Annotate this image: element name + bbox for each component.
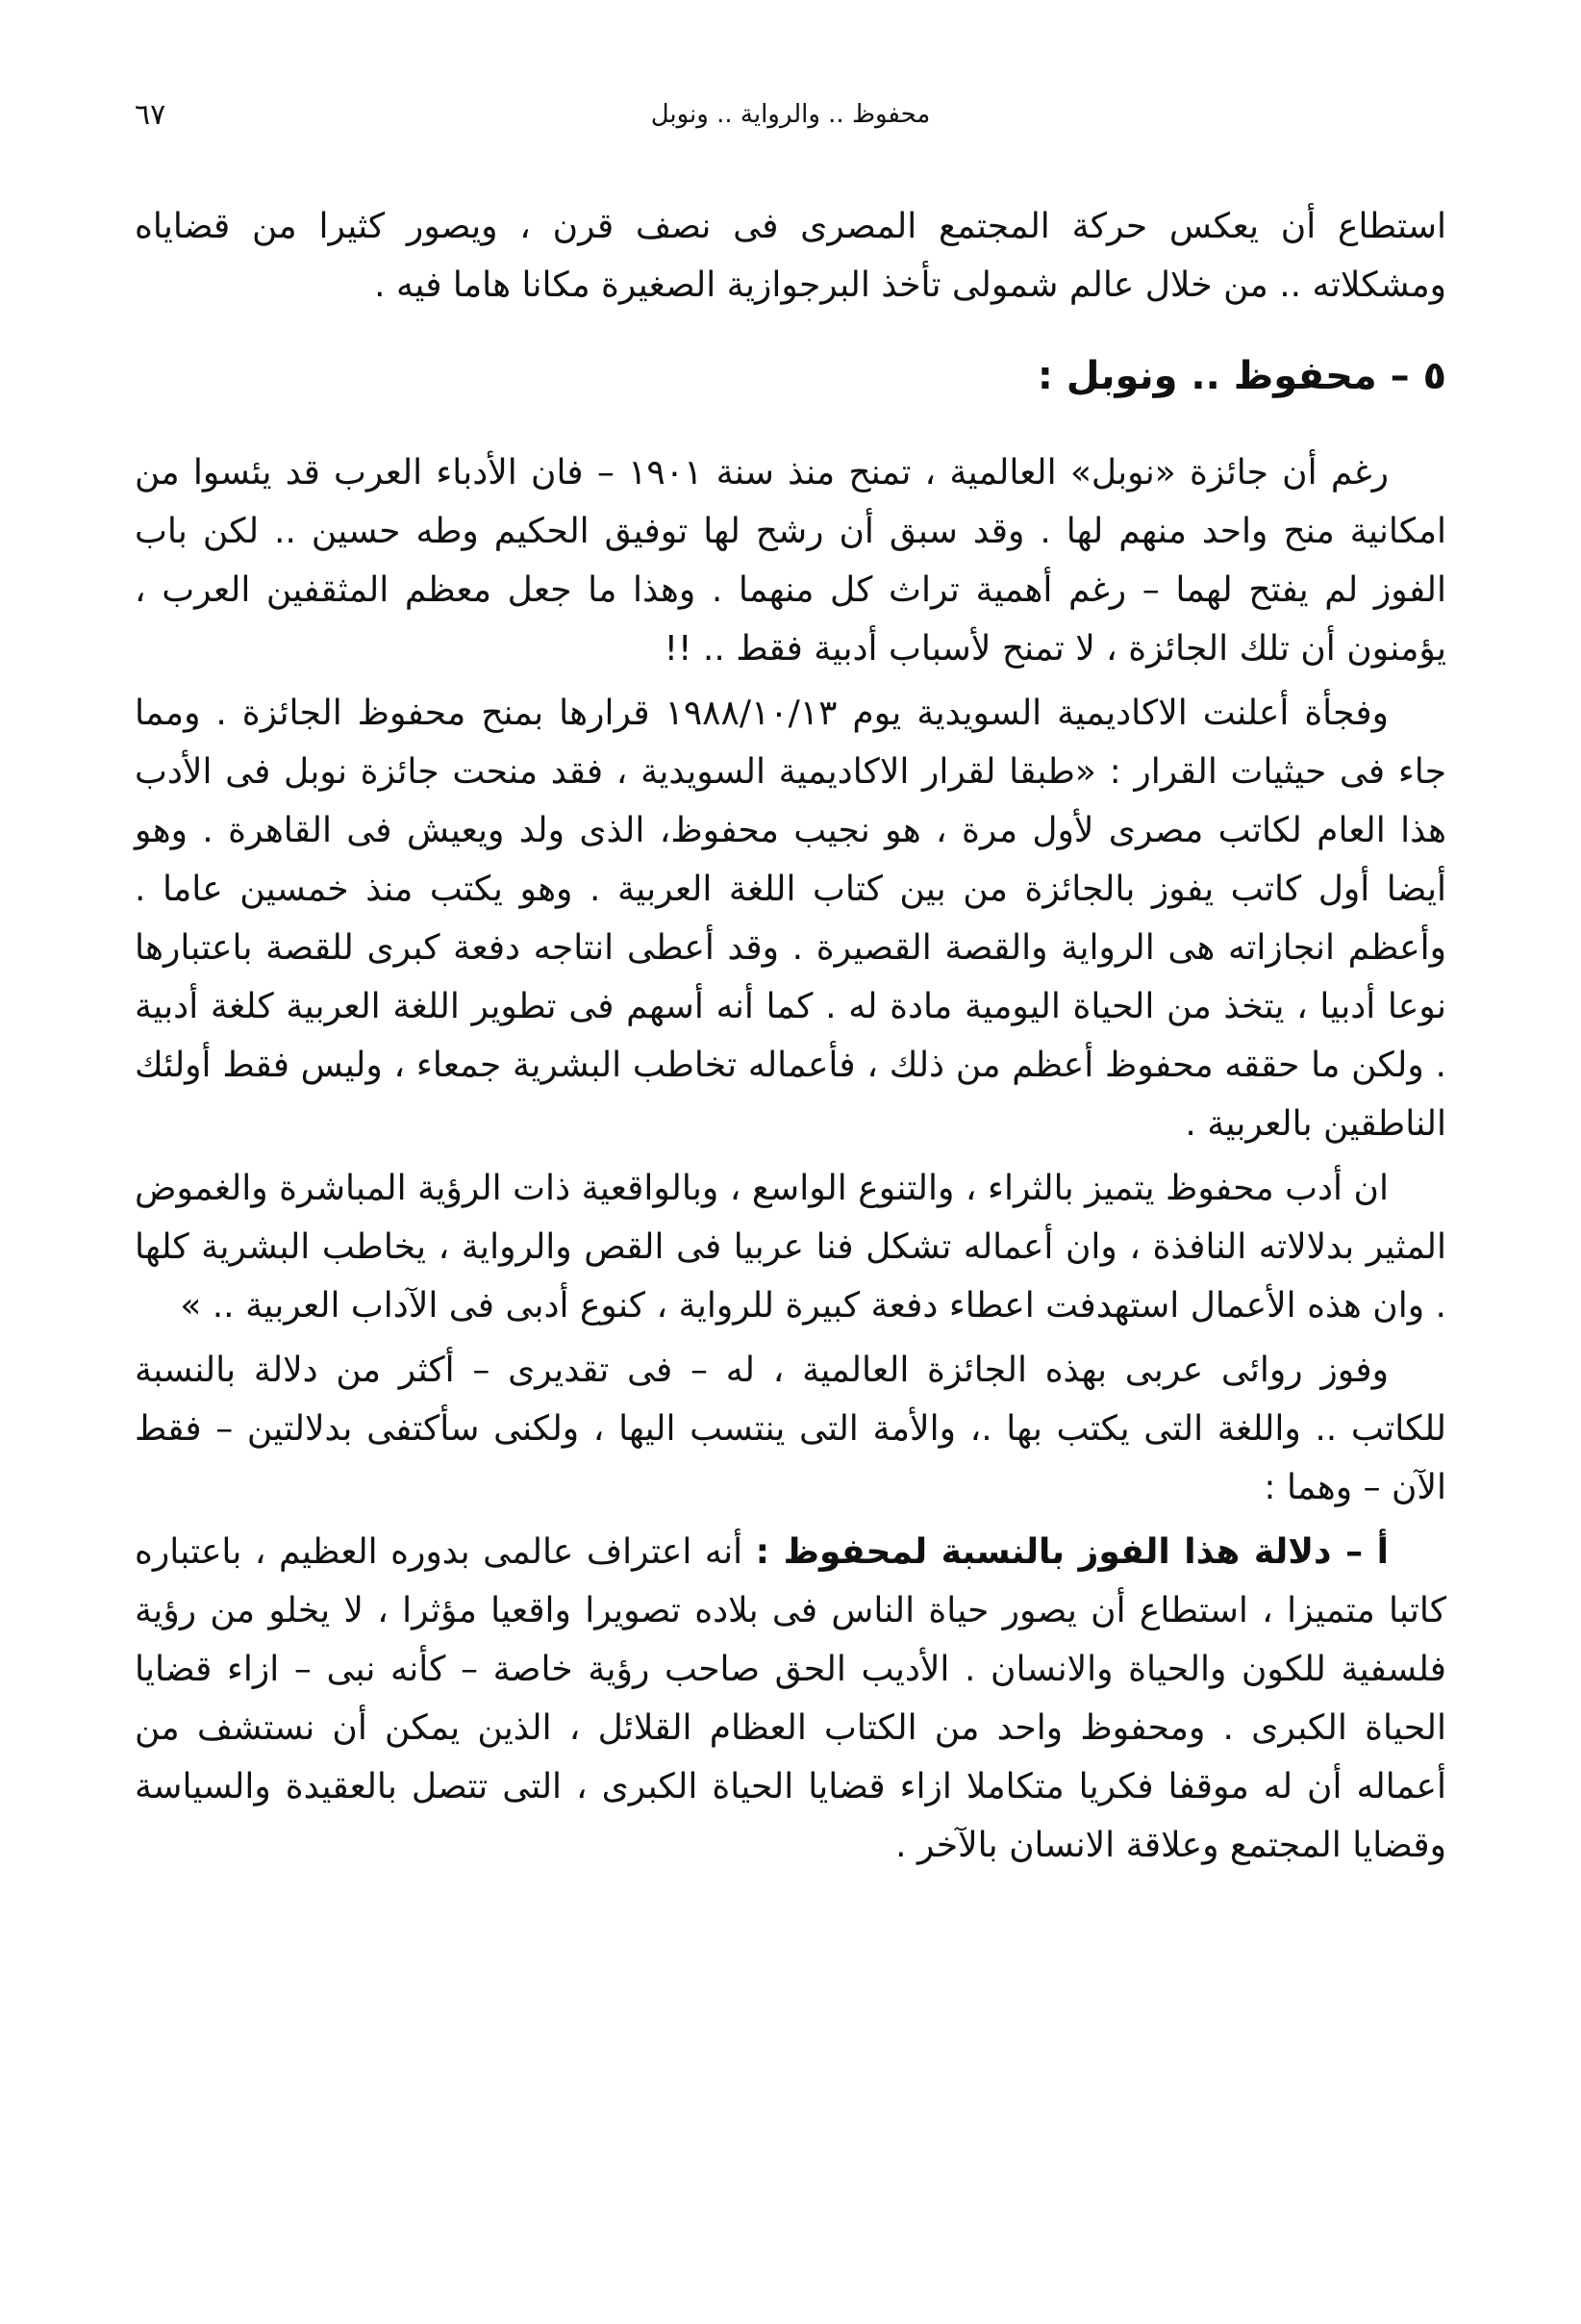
paragraph-academy-quote: ان أدب محفوظ يتميز بالثراء ، والتنوع الواسع ، وبالواقعية ذات الرؤية المباشرة والغموض المثير بدلالاته النافذة ، وان أعماله تشكل فنا عربيا فى القص والرواية ، يخاطب البشرية كلها . وان هذه الأعمال استهدفت اعطاء دفعة كبيرة للرواية ، كنوع أدبى فى الآداب العربية .. » bbox=[135, 1169, 1446, 1326]
paragraph-text: أنه اعتراف عالمى بدوره العظيم ، باعتباره كاتبا متميزا ، استطاع أن يصور حياة الناس فى بلاده تصويرا واقعيا مؤثرا ، لا يخلو من رؤية فلسفية للكون والحياة والانسان . الأديب الحق صاحب رؤية خاصة – كأنه نبى – ازاء قضايا الحياة الكبرى . ومحفوظ واحد من الكتاب العظام القلائل ، الذين يمكن أن نستشف من أعماله أن له موقفا فكريا متكاملا ازاء قضايا الحياة الكبرى ، التى تتصل بالعقيدة والسياسة وقضايا المجتمع وعلاقة الانسان بالآخر . bbox=[135, 1532, 1446, 1865]
section-heading: ٥ – محفوظ .. ونوبل : bbox=[1037, 354, 1446, 398]
paragraph-significance-a bbox=[135, 1523, 1446, 1875]
paragraph-significance: وفوز روائى عربى بهذه الجائزة العالمية ، له – فى تقديرى – أكثر من دلالة بالنسبة للكاتب .. واللغة التى يكتب بها .، والأمة التى ينتسب اليها ، ولكنى سأكتفى بدلالتين – فقط الآن – وهما : bbox=[135, 1351, 1446, 1507]
paragraph-nobel-history: رغم أن جائزة «نوبل» العالمية ، تمنح منذ سنة ١٩٠١ – فان الأدباء العرب قد يئسوا من امكانية منح واحد منهم لها . وقد سبق أن رشح لها توفيق الحكيم وطه حسين .. لكن باب الفوز لم يفتح لهما – رغم أهمية تراث كل منهما . وهذا ما جعل معظم المثقفين العرب ، يؤمنون أن تلك الجائزة ، لا تمنح لأسباب أدبية فقط .. !! bbox=[135, 453, 1446, 669]
page-number: ٦٧ bbox=[135, 98, 166, 132]
paragraph-continuation: استطاع أن يعكس حركة المجتمع المصرى فى نصف قرن ، ويصور كثيرا من قضاياه ومشكلاته .. من خلال عالم شمولى تأخذ البرجوازية الصغيرة مكانا هاما فيه . bbox=[135, 207, 1446, 305]
running-title: محفوظ .. والرواية .. ونوبل bbox=[650, 100, 931, 129]
running-header bbox=[135, 92, 1446, 140]
page-body bbox=[135, 197, 1446, 1875]
paragraph-academy-announcement: وفجأة أعلنت الاكاديمية السويدية يوم ١٩٨٨/١٠/١٣ قرارها بمنح محفوظ الجائزة . ومما جاء فى حيثيات القرار : «طبقا لقرار الاكاديمية السويدية ، فقد منحت جائزة نوبل فى الأدب هذا العام لكاتب مصرى لأول مرة ، هو نجيب محفوظ، الذى ولد ويعيش فى القاهرة . وهو أيضا أول كاتب يفوز بالجائزة من بين كتاب اللغة العربية . وهو يكتب منذ خمسين عاما . وأعظم انجازاته هى الرواية والقصة القصيرة . وقد أعطى انتاجه دفعة كبرى للقصة باعتبارها نوعا أدبيا ، يتخذ من الحياة اليومية مادة له . كما أنه أسهم فى تطوير اللغة العربية كلغة أدبية . ولكن ما حققه محفوظ أعظم من ذلك ، فأعماله تخاطب البشرية جمعاء ، وليس فقط أولئك الناطقين بالعربية . bbox=[135, 694, 1446, 1144]
paragraph-lead: أ – دلالة هذا الفوز بالنسبة لمحفوظ : bbox=[755, 1532, 1389, 1572]
